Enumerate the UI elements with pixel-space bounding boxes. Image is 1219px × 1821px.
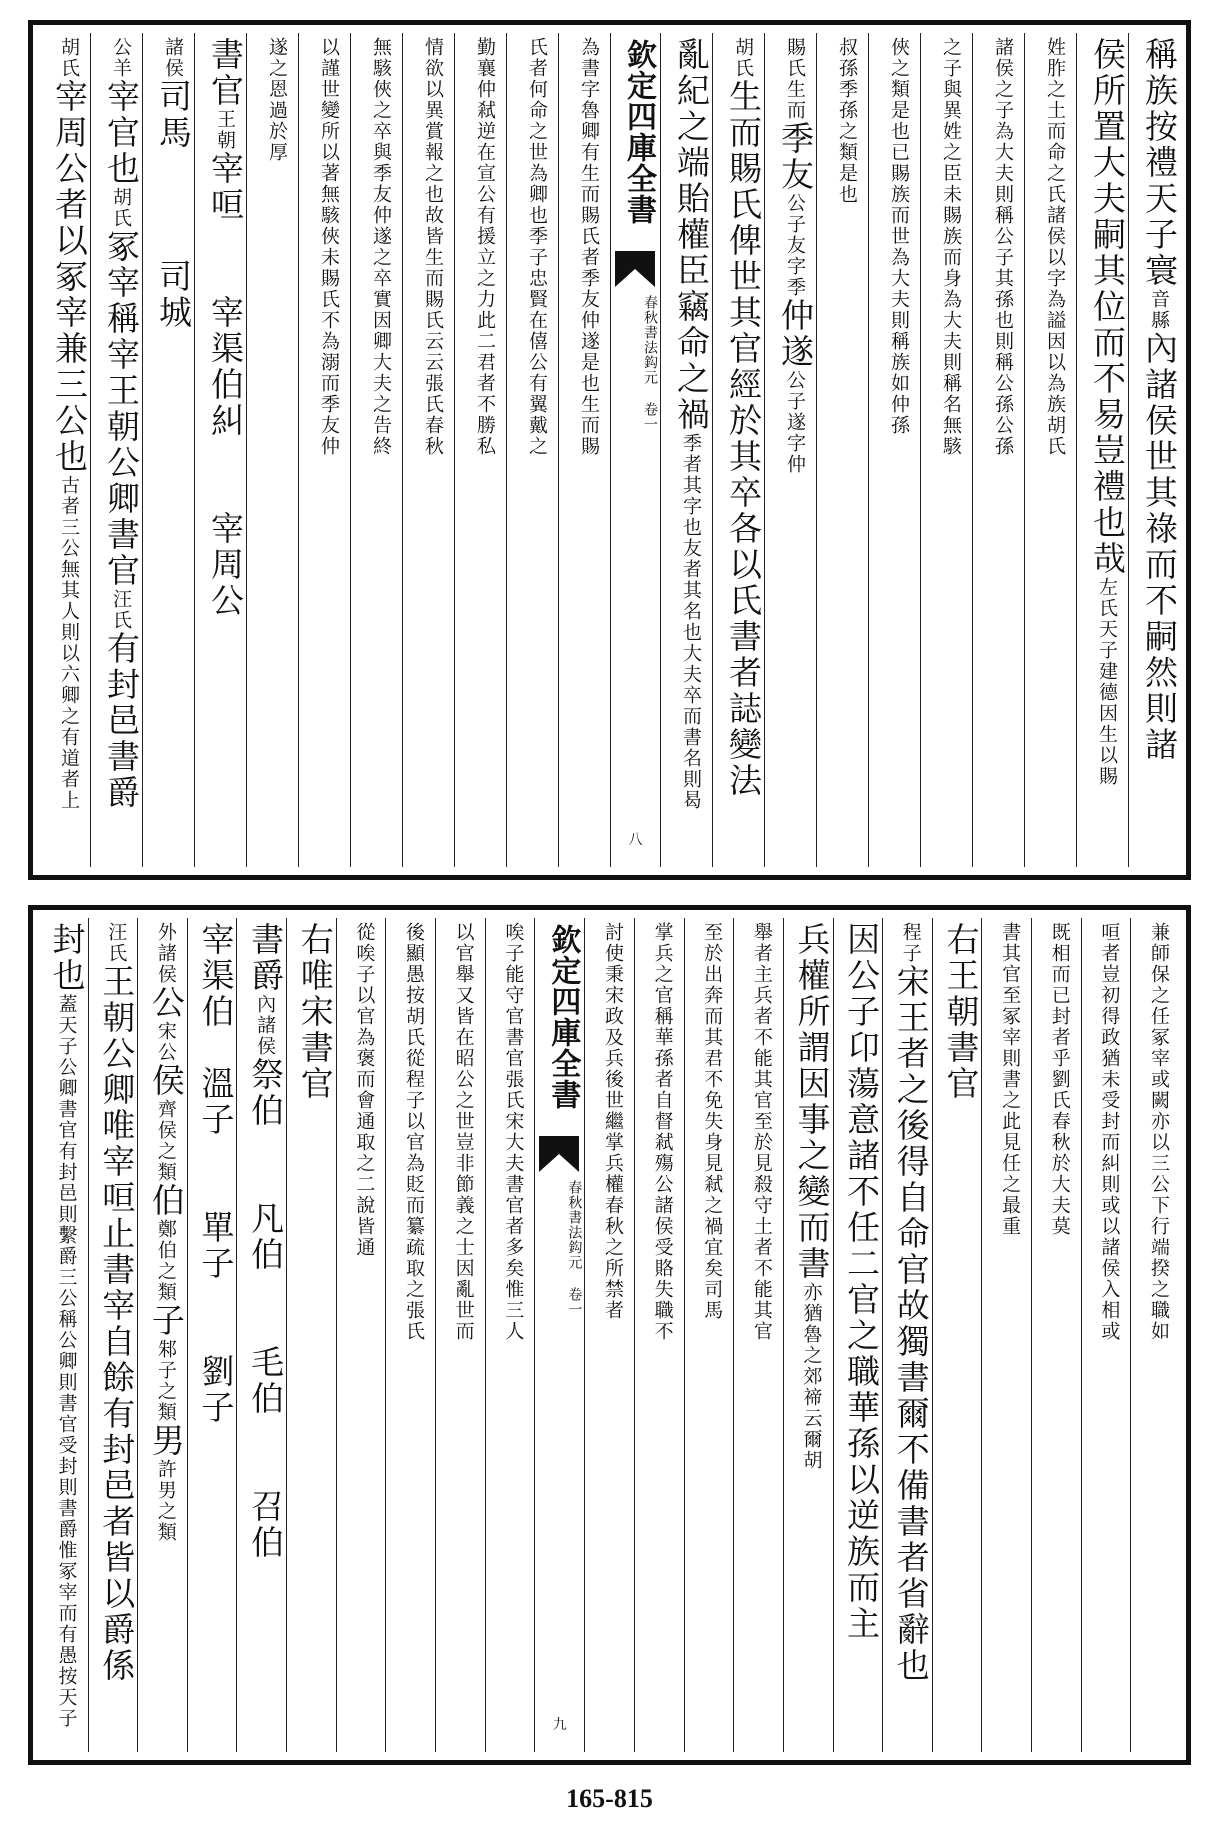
text-column [142, 33, 194, 867]
column-text [147, 37, 193, 863]
annotation-text: 亦猶魯之郊禘云爾胡 [800, 1282, 823, 1471]
column-text [291, 922, 335, 1748]
annotation-text: 唉子能守官書官張氏宋大夫書官者多矣惟三人 [502, 922, 525, 1342]
text-column [187, 918, 237, 1752]
main-text: 祭伯 凡伯 毛伯 召伯 [246, 1057, 286, 1561]
column-text [838, 922, 882, 1748]
annotation-text: 書其官至冢宰則書之此見任之最重 [999, 922, 1022, 1237]
main-text: 有封邑書爵 [102, 631, 141, 811]
column-text [355, 37, 398, 863]
column-text [1081, 37, 1127, 863]
main-text: 伯 [146, 1183, 186, 1219]
annotation-text: 氏者何命之世為卿也季子忠賢在僖公有翼戴之 [526, 37, 548, 457]
text-column [485, 918, 535, 1752]
annotation-text: 以謹世變所以著無駭俠未賜氏不為溺而季友仲 [318, 37, 340, 457]
main-text: 季友 [776, 121, 815, 193]
column-text [639, 922, 680, 1748]
column-text [977, 37, 1020, 863]
text-column [1128, 33, 1180, 867]
text-column [833, 918, 883, 1752]
annotation-text: 程子 [899, 922, 922, 964]
annotation-text: 音縣 [1148, 289, 1170, 331]
annotation-text: 邾子之類 [154, 1339, 177, 1423]
main-text: 王朝公卿唯宰咺止書宰自餘有封邑者皆以爵係 [97, 964, 137, 1684]
annotation-text: 以官舉又皆在昭公之世豈非節義之士因亂世而 [452, 922, 475, 1342]
text-column [1076, 33, 1128, 867]
annotation-text: 勤襄仲弒逆在宣公有援立之力此二君者不勝私 [474, 37, 496, 457]
main-text: 宰官也 [102, 79, 141, 187]
text-column [88, 918, 138, 1752]
text-column [981, 918, 1031, 1752]
column-text [873, 37, 916, 863]
annotation-text: 左氏天子建德因生以賜 [1096, 577, 1118, 787]
column-text [440, 922, 481, 1748]
bottom-spine [534, 918, 584, 1752]
text-column [783, 918, 833, 1752]
column-text [563, 37, 606, 863]
column-text [887, 922, 931, 1748]
main-text: 稱族按禮天子寰 [1140, 37, 1179, 289]
main-text: 公 [146, 985, 186, 1021]
annotation-text: 公子友字季 [784, 193, 806, 298]
annotation-text: 掌兵之官稱華孫者自督弒殤公諸侯受賂失職不 [651, 922, 674, 1342]
annotation-text: 季者其字也友者其名也大夫卒而書名則曷 [680, 433, 702, 811]
annotation-text: 為書字魯卿有生而賜氏者季友仲遂是也生而賜 [578, 37, 600, 457]
bottom-column-row [39, 918, 1180, 1752]
column-text [1086, 922, 1127, 1748]
annotation-text: 愚按天子 [55, 1645, 78, 1729]
top-page-panel [28, 20, 1191, 880]
bottom-spine-library-title: 欽定四庫全書 [545, 924, 581, 1110]
text-column [558, 33, 610, 867]
bottom-spine-book-title: 春秋書法鈎元 卷一 [566, 1180, 583, 1317]
annotation-text: 鄭伯之類 [154, 1219, 177, 1303]
main-text: 右王朝書官 [941, 922, 981, 1102]
text-column [634, 918, 684, 1752]
column-text [303, 37, 346, 863]
text-column [972, 33, 1024, 867]
text-column [137, 918, 187, 1752]
column-text [1036, 922, 1077, 1748]
fish-tail-mark-icon [539, 1136, 579, 1172]
column-text [937, 922, 981, 1748]
text-column [39, 33, 90, 867]
main-text: 男 [146, 1423, 186, 1459]
annotation-text: 胡氏 [110, 187, 132, 229]
text-column [660, 33, 712, 867]
column-text [689, 922, 730, 1748]
annotation-text: 兼師保之任冢宰或闕亦以三公下行端揆之職如 [1148, 922, 1170, 1342]
annotation-text: 從唉子以官為褒而會通取之二說皆通 [353, 922, 376, 1258]
column-text [459, 37, 502, 863]
main-text: 冢宰稱宰王朝公卿書官 [102, 229, 141, 589]
top-spine-library-title: 欽定四庫全書 [621, 39, 656, 225]
column-text [1135, 922, 1176, 1748]
text-column [816, 33, 868, 867]
text-column [90, 33, 142, 867]
text-column [684, 918, 734, 1752]
main-text: 兵權所謂因事之變而書 [792, 922, 832, 1282]
column-text [1133, 37, 1179, 863]
main-text: 宰周公者以冢宰兼三公也 [50, 79, 89, 475]
text-column [385, 918, 435, 1752]
top-spine-folio: 八 [628, 832, 643, 848]
main-text: 生而賜氏俾世其官經於其卒各以氏書者誌變法 [724, 79, 763, 799]
annotation-text: 既相而已封者乎劉氏春秋於大夫莫 [1048, 922, 1071, 1237]
column-text [142, 922, 186, 1748]
main-text: 宰咺 宰渠伯糾 宰周公 [206, 151, 245, 619]
text-column [1024, 33, 1076, 867]
annotation-text: 許男之類 [154, 1459, 177, 1543]
column-text [43, 37, 89, 863]
text-column [868, 33, 920, 867]
text-column [246, 33, 298, 867]
fish-tail-mark-icon [615, 251, 655, 287]
page-number: 165-815 [566, 1784, 653, 1813]
text-column [584, 918, 634, 1752]
annotation-text: 公羊 [110, 37, 132, 79]
main-text: 宰渠伯 溫子 單子 劉子 [196, 922, 236, 1426]
column-text [43, 922, 87, 1748]
text-column [350, 33, 402, 867]
column-text [925, 37, 968, 863]
main-text: 子 [146, 1303, 186, 1339]
column-text [769, 37, 815, 863]
annotation-text: 諸侯 [162, 37, 184, 79]
annotation-text: 外諸侯 [154, 922, 177, 985]
text-column [506, 33, 558, 867]
text-column [882, 918, 932, 1752]
main-text: 封也 [47, 922, 87, 994]
annotation-text: 宋公 [154, 1021, 177, 1063]
main-text: 因公子卬蕩意諸不任二官之職華孫以逆族而主 [842, 922, 882, 1642]
column-text [665, 37, 711, 863]
column-text [821, 37, 864, 863]
annotation-text: 無駭俠之卒與季友仲遂之卒實因卿大夫之告終 [370, 37, 392, 457]
main-text: 亂紀之端貽權臣竊命之禍 [672, 37, 711, 433]
text-column [1130, 918, 1180, 1752]
top-spine [610, 33, 660, 867]
column-text [251, 37, 294, 863]
annotation-text: 至於出奔而其君不免失身見弒之禍宜矣司馬 [701, 922, 724, 1321]
bottom-spine-folio: 九 [552, 1717, 567, 1733]
annotation-text: 叔孫季孫之類是也 [836, 37, 858, 205]
text-column [932, 918, 982, 1752]
main-text: 內諸侯世其祿而不嗣然則諸 [1140, 331, 1179, 763]
annotation-text: 公子遂字仲 [784, 370, 806, 475]
text-column [286, 918, 336, 1752]
annotation-text: 情欲以異賞報之也故皆生而賜氏云云張氏春秋 [422, 37, 444, 457]
annotation-text: 討使秉宋政及兵後世繼掌兵權春秋之所禁者 [601, 922, 624, 1321]
main-text: 書官 [206, 37, 245, 109]
column-text [717, 37, 763, 863]
text-column [39, 918, 88, 1752]
text-column [1081, 918, 1131, 1752]
text-column [194, 33, 246, 867]
text-column [764, 33, 816, 867]
column-text [511, 37, 554, 863]
text-column [435, 918, 485, 1752]
column-text [589, 922, 630, 1748]
text-column [402, 33, 454, 867]
text-column [298, 33, 350, 867]
annotation-text: 舉者主兵者不能其官至於見殺守土者不能其官 [750, 922, 773, 1342]
column-text [241, 922, 286, 1748]
annotation-text: 齊侯之類 [154, 1099, 177, 1183]
text-column [454, 33, 506, 867]
text-column [712, 33, 764, 867]
column-text [390, 922, 431, 1748]
annotation-text: 內諸侯 [254, 994, 277, 1057]
bottom-page-panel [28, 905, 1191, 1765]
text-column [336, 918, 386, 1752]
column-text [986, 922, 1027, 1748]
annotation-text: 姓胙之土而命之氏諸侯以字為謚因以為族胡氏 [1044, 37, 1066, 457]
annotation-text: 之子與異姓之臣未賜族而身為大夫則稱名無駭 [940, 37, 962, 457]
main-text: 右唯宋書官 [295, 922, 335, 1102]
annotation-text: 後顯愚按胡氏從程子以官為貶而纂疏取之張氏 [403, 922, 426, 1342]
annotation-text: 賜氏 [784, 37, 806, 79]
column-text [407, 37, 450, 863]
annotation-text: 古者三公無其人則以六卿之有道者上 [58, 475, 80, 811]
column-text [490, 922, 531, 1748]
annotation-text: 俠之類是也已賜族而世為大夫則稱族如仲孫 [888, 37, 910, 436]
column-text [199, 37, 245, 863]
annotation-text: 胡氏 [732, 37, 754, 79]
text-column [733, 918, 783, 1752]
top-column-row [39, 33, 1180, 867]
column-text [192, 922, 236, 1748]
annotation-text: 汪氏 [105, 922, 128, 964]
main-text: 司馬 司城 [154, 79, 193, 331]
annotation-text: 王朝 [214, 109, 236, 151]
annotation-text: 汪氏 [110, 589, 132, 631]
main-text: 侯所置大夫嗣其位而不易豈禮也哉 [1088, 37, 1127, 577]
annotation-text: 胡氏 [58, 37, 80, 79]
column-text [1029, 37, 1072, 863]
column-text [738, 922, 779, 1748]
column-text [341, 922, 382, 1748]
top-spine-book-title: 春秋書法鈎元 卷一 [642, 295, 658, 432]
main-text: 仲遂 [776, 298, 815, 370]
annotation-text: 諸侯之子為大夫則稱公子其孫也則稱公孫公孫 [992, 37, 1014, 457]
column-text [93, 922, 137, 1748]
main-text: 書爵 [246, 922, 286, 994]
column-text [95, 37, 141, 863]
annotation-text: 蓋天子公卿書官有封邑則繫爵三公稱公卿則書官受封則書爵惟冢宰而有 [55, 994, 78, 1645]
main-text: 侯 [146, 1063, 186, 1099]
text-column [1031, 918, 1081, 1752]
annotation-text: 生而 [784, 79, 806, 121]
annotation-text: 咺者豈初得政猶未受封而糾則或以諸侯入相或 [1098, 922, 1121, 1342]
text-column [920, 33, 972, 867]
text-column [236, 918, 286, 1752]
main-text: 宋王者之後得自命官故獨書爾不備書者省辭也 [891, 964, 931, 1684]
column-text [788, 922, 832, 1748]
annotation-text: 遂之恩過於厚 [266, 37, 288, 163]
